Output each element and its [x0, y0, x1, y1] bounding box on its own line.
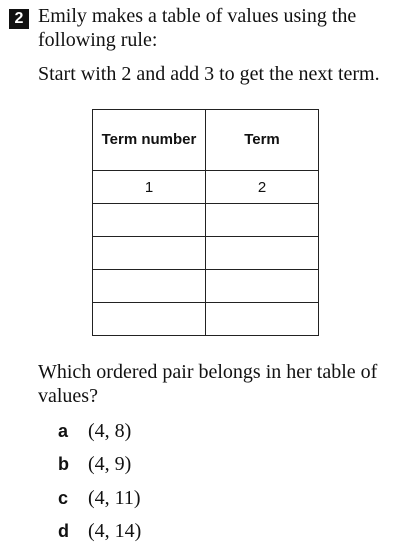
option-letter: d	[58, 520, 69, 541]
answer-option-c[interactable]	[58, 484, 141, 512]
question-stem: Emily makes a table of values using the following rule:	[38, 5, 357, 51]
question-number-badge: 2	[9, 9, 29, 29]
table-cell	[93, 303, 206, 336]
answer-option-d[interactable]	[58, 517, 141, 545]
table-cell	[93, 237, 206, 270]
option-letter: c	[58, 487, 69, 508]
option-letter: a	[58, 420, 69, 441]
table-cell	[93, 204, 206, 237]
table-cell	[206, 204, 319, 237]
table-row	[93, 204, 319, 237]
table-cell	[206, 270, 319, 303]
table-cell	[206, 303, 319, 336]
answer-option-b[interactable]	[58, 450, 131, 478]
table-row	[93, 171, 319, 204]
table-cell	[206, 237, 319, 270]
option-text: (4, 9)	[88, 452, 132, 475]
header-term: Term	[206, 110, 319, 171]
answer-option-a[interactable]	[58, 417, 131, 445]
table-row	[93, 303, 319, 336]
option-text: (4, 11)	[88, 486, 141, 509]
table-header-row	[93, 110, 319, 171]
header-term-number: Term number	[93, 110, 206, 171]
table-cell: 1	[93, 171, 206, 204]
table-cell: 2	[206, 171, 319, 204]
option-text: (4, 8)	[88, 419, 132, 442]
table-cell	[93, 270, 206, 303]
option-text: (4, 14)	[88, 519, 142, 542]
values-table	[92, 109, 319, 336]
question-rule: Start with 2 and add 3 to get the next term.	[38, 63, 380, 85]
table-row	[93, 270, 319, 303]
option-letter: b	[58, 453, 69, 474]
question-prompt: Which ordered pair belongs in her table of values?	[38, 361, 378, 407]
table-row	[93, 237, 319, 270]
